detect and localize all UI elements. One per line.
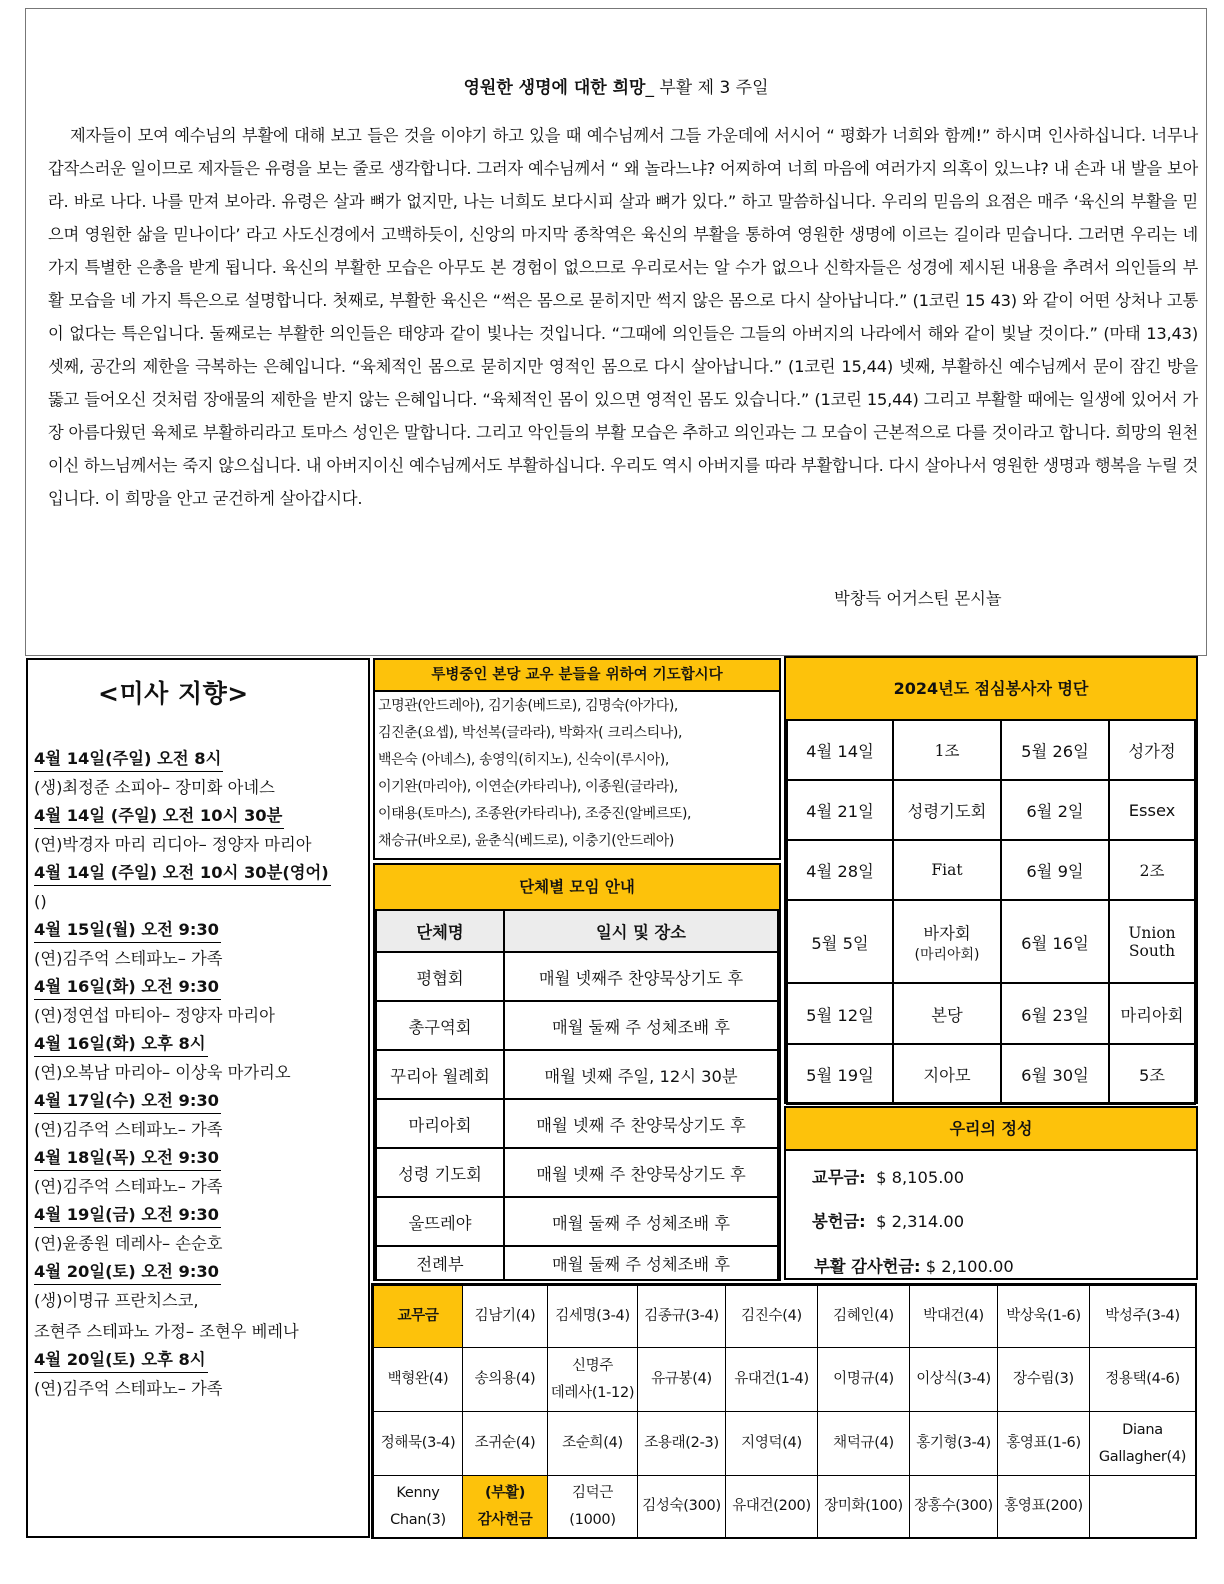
mass-intention: (연)윤종원 데레사– 손순호 [34,1234,223,1253]
donor-cell: 홍영표(1-6) [998,1412,1090,1476]
offering-title: 우리의 정성 [786,1108,1196,1151]
mass-intention: (생)최정준 소피아– 장미화 아네스 [34,778,275,797]
donor-cell: 박상욱(1-6) [998,1286,1090,1348]
group-name: 총구역회 [376,1001,504,1050]
group-time: 매월 넷째주 찬양묵상기도 후 [504,952,778,1001]
group-time: 매월 넷째 주일, 12시 30분 [504,1050,778,1099]
donor-cell: 정용택(4-6) [1090,1348,1196,1412]
mass-intention: 조현주 스테파노 가정– 조현우 베레나 [34,1322,299,1341]
lunch-date: 6월 2일 [1001,780,1109,840]
group-name: 꾸리아 월례회 [376,1050,504,1099]
sick-line: 김진춘(요셉), 박선복(글라라), 박화자( 크리스티나), [378,725,683,741]
offering-amount: $ 8,105.00 [876,1168,965,1187]
lunch-date: 5월 26일 [1001,720,1109,780]
mass-intentions-title: <미사 지향> [98,679,249,708]
group-name: 성령 기도회 [376,1148,504,1197]
donor-cell: 김성숙(300) [638,1476,726,1538]
lunch-date: 6월 9일 [1001,840,1109,900]
donor-cell: 장수림(3) [998,1348,1090,1412]
mass-date: 4월 20일(토) 오전 9:30 [34,1259,221,1285]
lunch-date: 6월 16일 [1001,900,1109,983]
lunch-date: 4월 21일 [787,780,893,840]
offering-label: 부활 감사헌금: [814,1257,921,1276]
donor-cell: 송의용(4) [463,1348,548,1412]
table-row [376,1197,778,1246]
mass-intentions-panel [26,658,370,1538]
table-row [787,983,1195,1044]
lunch-group: Fiat [893,840,1001,900]
lunch-volunteers-panel [784,656,1198,1104]
sick-line: 채승규(바오로), 윤춘식(베드로), 이충기(안드레아) [378,833,674,849]
lunch-group: 2조 [1109,840,1195,900]
donor-cell: 지영덕(4) [726,1412,818,1476]
mass-date: 4월 15일(월) 오전 9:30 [34,917,221,943]
offering-row [812,1164,964,1188]
lunch-group: 지아모 [893,1044,1001,1104]
table-row [374,1476,1196,1538]
offering-row [812,1208,964,1232]
article-title: 영원한 생명에 대한 희망_ 부활 제 3 주일 [463,78,769,98]
donor-cell: 유규봉(4) [638,1348,726,1412]
mass-date: 4월 14일 (주일) 오전 10시 30분(영어) [34,860,331,886]
donor-cell: Diana Gallagher(4) [1090,1412,1196,1476]
table-row [374,1286,1196,1348]
table-row [374,1412,1196,1476]
mass-intention: (연)김주억 스테파노– 가족 [34,1177,223,1196]
donor-cell: 김진수(4) [726,1286,818,1348]
article-box [25,8,1207,656]
tithe-label: 교무금 [374,1286,463,1348]
lunch-date: 6월 23일 [1001,983,1109,1044]
donor-cell [1090,1476,1196,1538]
mass-date: 4월 16일(화) 오후 8시 [34,1031,208,1057]
group-time: 매월 둘째 주 성체조배 후 [504,1197,778,1246]
group-meetings-title: 단체별 모임 안내 [375,865,779,911]
donor-cell: 김종규(3-4) [638,1286,726,1348]
donor-cell: 홍기형(3-4) [910,1412,998,1476]
lunch-group: Essex [1109,780,1195,840]
mass-intention: (생)이명규 프란치스코, [34,1291,199,1310]
mass-entry [34,1145,368,1202]
mass-entry [34,1347,368,1404]
group-time: 매월 둘째 주 성체조배 후 [504,1001,778,1050]
mass-date: 4월 19일(금) 오전 9:30 [34,1202,221,1228]
donor-cell: 장홍수(300) [910,1476,998,1538]
group-name: 전례부 [376,1246,504,1280]
table-row [787,780,1195,840]
lunch-volunteers-table [786,719,1196,1105]
donor-cell: 정해묵(3-4) [374,1412,463,1476]
lunch-group: Union South [1109,900,1195,983]
offering-panel [784,1106,1198,1280]
offering-row [814,1253,1014,1277]
table-row [376,1050,778,1099]
sick-line: 이기완(마리아), 이연순(카타리나), 이종원(글라라), [378,779,678,795]
easter-offering-label: (부활) 감사헌금 [463,1476,548,1538]
mass-date: 4월 14일 (주일) 오전 10시 30분 [34,803,284,829]
donor-cell: 백형완(4) [374,1348,463,1412]
mass-date: 4월 16일(화) 오전 9:30 [34,974,221,1000]
column-header: 일시 및 장소 [504,910,778,952]
mass-intention: (연)김주억 스테파노– 가족 [34,1379,223,1398]
table-row [787,1044,1195,1104]
mass-entry [34,803,368,860]
article-author: 박창득 어거스틴 몬시뇰 [834,589,1002,608]
sick-line: 고명관(안드레아), 김기송(베드로), 김명숙(아가다), [378,698,678,714]
donors-table [373,1285,1196,1538]
donor-cell: Kenny Chan(3) [374,1476,463,1538]
donor-cell: 유대건(200) [726,1476,818,1538]
lunch-group: 성가정 [1109,720,1195,780]
mass-date: 4월 20일(토) 오후 8시 [34,1347,208,1373]
donor-cell: 박성주(3-4) [1090,1286,1196,1348]
table-row [376,1099,778,1148]
sick-line: 이태용(토마스), 조종완(카타리나), 조중진(알베르또), [378,806,692,822]
sick-line: 백은숙 (아녜스), 송영익(히지노), 신숙이(루시아), [378,752,669,768]
table-row [376,1001,778,1050]
donor-cell: 이명규(4) [818,1348,910,1412]
sick-prayer-title: 투병중인 본당 교우 분들을 위하여 기도합시다 [375,660,779,692]
donor-cell: 신명주 데레사(1-12) [548,1348,638,1412]
mass-date: 4월 17일(수) 오전 9:30 [34,1088,221,1114]
table-row [376,1246,778,1280]
group-meetings-panel [373,863,781,1281]
group-name: 평협회 [376,952,504,1001]
table-row [374,1348,1196,1412]
donor-cell: 김혜인(4) [818,1286,910,1348]
donor-cell: 김세명(3-4) [548,1286,638,1348]
lunch-date: 5월 12일 [787,983,893,1044]
offering-amount: $ 2,314.00 [876,1212,965,1231]
table-row [787,900,1195,983]
mass-intention: (연)정연섭 마티아– 정양자 마리아 [34,1006,275,1025]
lunch-date: 5월 19일 [787,1044,893,1104]
table-row [376,952,778,1001]
donor-cell: 유대건(1-4) [726,1348,818,1412]
offering-label: 봉헌금: [812,1212,866,1231]
donor-cell: 김덕근 (1000) [548,1476,638,1538]
offering-label: 교무금: [812,1168,866,1187]
lunch-date: 6월 30일 [1001,1044,1109,1104]
sick-prayer-panel [373,658,781,860]
mass-entry [34,1202,368,1259]
mass-entry [34,1088,368,1145]
donor-cell: 조귀순(4) [463,1412,548,1476]
mass-intention: (연)김주억 스테파노– 가족 [34,949,223,968]
lunch-group: 성령기도회 [893,780,1001,840]
mass-intention: (연)김주억 스테파노– 가족 [34,1120,223,1139]
mass-intention: (연)오복남 마리아– 이상욱 마가리오 [34,1063,291,1082]
group-time: 매월 넷째 주 찬양묵상기도 후 [504,1148,778,1197]
lunch-group: 1조 [893,720,1001,780]
lunch-date: 4월 14일 [787,720,893,780]
table-row [787,720,1195,780]
mass-entry [34,1031,368,1088]
article-body: 제자들이 모여 예수님의 부활에 대해 보고 들은 것을 이야기 하고 있을 때 예수님께서 그들 가운데에 서시어 “ 평화가 너희와 함께!” 하시며 인사하십니다. 너무나 갑작스러운 일이므로 제자들은 유령을 보는 줄로 생각합니다. 그러자 예수님께서 “ 왜 놀라느냐? 어찌하여 너희 마음에 여러가지 의혹이 있느냐? 내 손과 내 발을 보아라. 바로 나다. 나를 만져 보아라. 유령은 살과 뼈가 없지만, 나는 너희도 보다시피 살과 뼈가 있다.” 하고 말씀하십니다. 우리의 믿음의 요점은 매주 ‘육신의 부활을 믿으며 영원한 삶을 믿나이다’ 라고 사도신경에서 고백하듯이, 신앙의 마지막 종착역은 육신의 부활을 통하여 영원한 생명에 이르는 길이라 믿습니다. 그러면 우리는 네 가지 특별한 은총을 받게 됩니다. 육신의 부활한 모습은 아무도 본 경험이 없으므로 우리로서는 알 수가 없으나 신학자들은 성경에 제시된 내용을 추려서 의인들의 부활 모습을 네 가지 특은으로 설명합니다. 첫째로, 부활한 육신은 “썩은 몸으로 묻히지만 썩지 않은 몸으로 다시 살아납니다.” (1코린 15 43) 와 같이 어떤 상처나 고통이 없다는 특은입니다. 둘째로는 부활한 의인들은 태양과 같이 빛나는 것입니다. “그때에 의인들은 그들의 아버지의 나라에서 해와 같이 빛날 것이다.” (마태 13,43) 셋째, 공간의 제한을 극복하는 은혜입니다. “육체적인 몸으로 묻히지만 영적인 몸으로 다시 살아납니다.” (1코린 15,44) 넷째, 부활하신 예수님께서 문이 잠긴 방을 뚫고 들어오신 것처럼 장애물의 제한을 받지 않는 은혜입니다. “육체적인 몸이 있으면 영적인 몸도 있습니다.” (1코린 15,44) 그리고 부활할 때에는 일생에 있어서 가장 아름다웠던 육체로 부활하리라고 토마스 성인은 말합니다. 그리고 악인들의 부활 모습은 추하고 의인과는 그 모습이 근본적으로 다를 것이라고 합니다. 희망의 원천이신 하느님께서는 죽지 않으십니다. 내 아버지이신 예수님께서도 부활하십니다. 우리도 역시 아버지를 따라 부활합니다. 다시 살아나서 영원한 생명과 행복을 누릴 것입니다. 이 희망을 안고 굳건하게 살아갑시다. [48,126,1198,508]
lunch-date: 4월 28일 [787,840,893,900]
mass-entry [34,1259,368,1347]
mass-date: 4월 14일(주일) 오전 8시 [34,746,223,772]
donor-cell: 김남기(4) [463,1286,548,1348]
mass-date: 4월 18일(목) 오전 9:30 [34,1145,221,1171]
donors-panel [371,1283,1197,1539]
donor-cell: 조순희(4) [548,1412,638,1476]
donor-cell: 이상식(3-4) [910,1348,998,1412]
donor-cell: 박대건(4) [910,1286,998,1348]
sick-prayer-list [378,693,777,855]
mass-entry [34,917,368,974]
donor-cell: 조용래(2-3) [638,1412,726,1476]
mass-intentions-list [34,746,368,1404]
table-row [787,840,1195,900]
mass-entry [34,974,368,1031]
lunch-volunteers-title: 2024년도 점심봉사자 명단 [786,658,1196,721]
mass-entry [34,746,368,803]
lunch-group: 5조 [1109,1044,1195,1104]
group-time: 매월 둘째 주 성체조배 후 [504,1246,778,1280]
table-header-row [376,910,778,952]
lunch-group: 바자회 (마리아회) [893,900,1001,983]
group-time: 매월 넷째 주 찬양묵상기도 후 [504,1099,778,1148]
lunch-group: 마리아회 [1109,983,1195,1044]
donor-cell: 홍영표(200) [998,1476,1090,1538]
group-name: 마리아회 [376,1099,504,1148]
group-meetings-table [375,909,779,1281]
column-header: 단체명 [376,910,504,952]
donor-cell: 채덕규(4) [818,1412,910,1476]
mass-intention: () [34,892,47,911]
mass-entry [34,860,368,917]
lunch-group: 본당 [893,983,1001,1044]
group-name: 울뜨레야 [376,1197,504,1246]
mass-intention: (연)박경자 마리 리디아– 정양자 마리아 [34,835,312,854]
donor-cell: 장미화(100) [818,1476,910,1538]
lunch-date: 5월 5일 [787,900,893,983]
table-row [376,1148,778,1197]
offering-amount: $ 2,100.00 [925,1257,1014,1276]
